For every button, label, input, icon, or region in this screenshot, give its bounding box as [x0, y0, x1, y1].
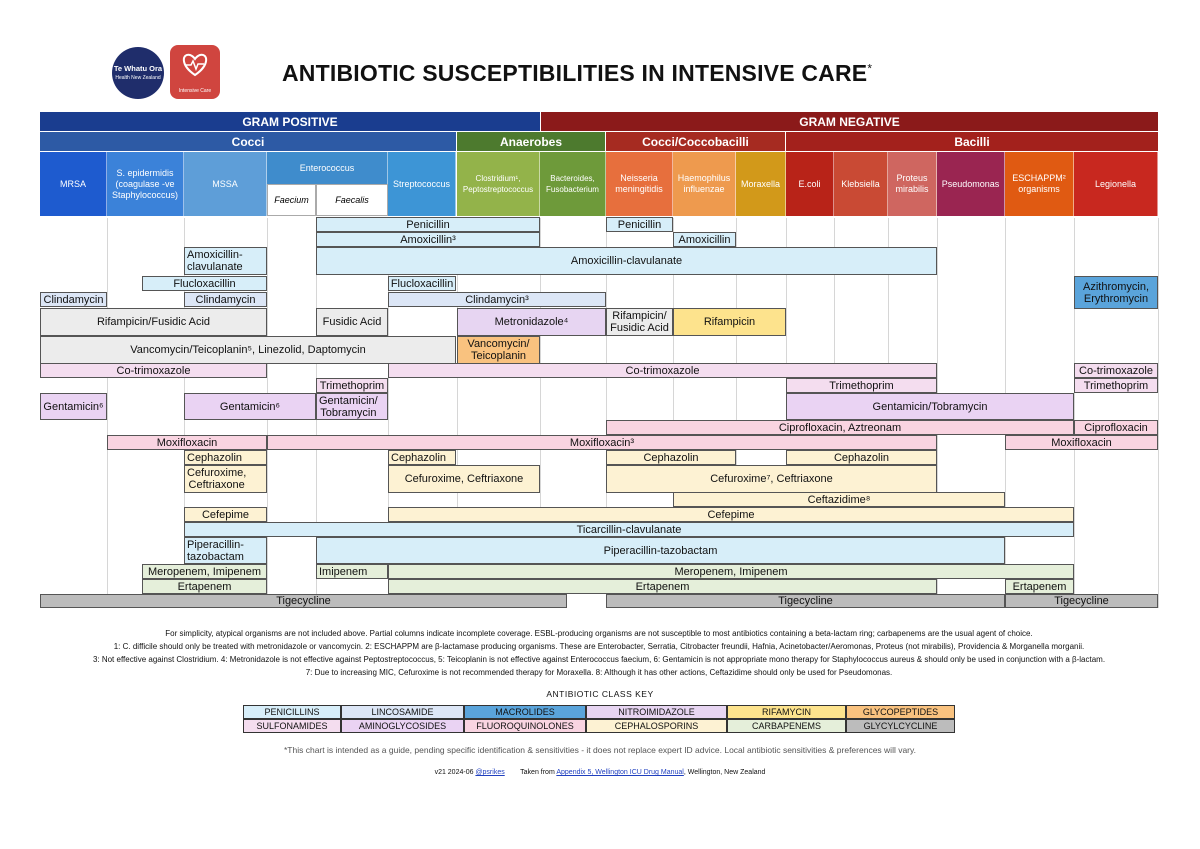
cell-cefepime: Cefepime — [388, 507, 1074, 522]
cocci-header: Cocci — [40, 132, 456, 151]
cell-rifampicin-fusidic: Rifampicin/ Fusidic Acid — [606, 308, 673, 336]
logo-text: Te Whatu Ora — [113, 64, 163, 73]
cell-piperacillin-tazobactam: Piperacillin-tazobactam — [316, 537, 1005, 564]
key-lincosamide: LINCOSAMIDE — [341, 705, 464, 719]
cell-amoxicillin: Amoxicillin³ — [316, 232, 540, 247]
disclaimer: *This chart is intended as a guide, pending specific identification & sensitivities - it does not replace expert ID advice. Local antibiotic sensitivities & preferences will vary. — [284, 745, 916, 755]
cell-cephazolin: Cephazolin — [184, 450, 267, 465]
cell-ciprofloxacin-aztreonam: Ciprofloxacin, Aztreonam — [606, 420, 1074, 435]
cell-flucloxacillin: Flucloxacillin — [388, 276, 456, 291]
cell-cephazolin: Cephazolin — [606, 450, 736, 465]
cell-azithromycin: Azithromycin, Erythromycin — [1074, 276, 1158, 309]
heart-hands-icon — [170, 45, 220, 85]
key-nitroimidazole: NITROIMIDAZOLE — [586, 705, 727, 719]
cell-trimethoprim: Trimethoprim — [1074, 378, 1158, 393]
organism-clostridium: Clostridium¹, Peptostreptococcus — [457, 152, 540, 216]
organism-moraxella: Moraxella — [736, 152, 786, 216]
key-sulfonamides: SULFONAMIDES — [243, 719, 341, 733]
cell-moxifloxacin: Moxifloxacin — [1005, 435, 1158, 450]
organism-pseudomonas: Pseudomonas — [937, 152, 1005, 216]
organism-streptococcus: Streptococcus — [388, 152, 456, 216]
cell-vancomycin: Vancomycin/ Teicoplanin — [457, 336, 540, 364]
intensive-care-logo — [170, 45, 220, 99]
cell-ertapenem: Ertapenem — [388, 579, 937, 594]
cell-fusidic-acid: Fusidic Acid — [316, 308, 388, 336]
organism-s-epidermidis: S. epidermidis (coagulase -ve Staphylococcus) — [107, 152, 184, 216]
cell-clindamycin: Clindamycin³ — [388, 292, 606, 307]
organism-proteus: Proteus mirabilis — [888, 152, 937, 216]
cell-amoxicillin: Amoxicillin — [673, 232, 736, 247]
key-cephalosporins: CEPHALOSPORINS — [586, 719, 727, 733]
gram-positive-header: GRAM POSITIVE — [40, 112, 540, 131]
class-key-title: ANTIBIOTIC CLASS KEY — [546, 689, 654, 699]
cell-cephazolin: Cephazolin — [786, 450, 937, 465]
organism-ecoli: E.coli — [786, 152, 834, 216]
cell-meropenem-imipenem: Meropenem, Imipenem — [142, 564, 267, 579]
cell-moxifloxacin: Moxifloxacin — [107, 435, 267, 450]
cell-penicillin: Penicillin — [606, 217, 673, 232]
key-glycopeptides: GLYCOPEPTIDES — [846, 705, 955, 719]
cell-cefuroxime-ceftriaxone: Cefuroxime, Ceftriaxone — [184, 465, 267, 493]
cocci-coccobacilli-header: Cocci/Coccobacilli — [606, 132, 785, 151]
organism-mrsa: MRSA — [40, 152, 107, 216]
cell-metronidazole: Metronidazole⁴ — [457, 308, 606, 336]
te-whatu-ora-logo — [112, 47, 164, 99]
cell-amoxicillin-clavulanate: Amoxicillin- clavulanate — [184, 247, 267, 275]
cell-cefepime: Cefepime — [184, 507, 267, 522]
note-1-2: 1: C. difficile should only be treated with metronidazole or vancomycin. 2: ESCHAPPM are β-lactamase producing organisms. These are Enterobacter, Serratia, Citrobacter freundii, Hafnia, Acinetobacter/Aeromonas, Proteus (not mirabilis), Providencia & Morganella morganii. — [113, 642, 1085, 651]
organism-legionella: Legionella — [1074, 152, 1158, 216]
note-3-6: 3: Not effective against Clostridium. 4: Metronidazole is not effective against Peptostreptococcus, 5: Teicoplanin is not effective against Enterococcus faecium, 6: Gentamicin is not appropriate mono therapy for Staphylococcus aureus & should only be used in conjunction with a β-lactam. — [92, 655, 1106, 664]
cell-flucloxacillin: Flucloxacillin — [142, 276, 267, 291]
cell-tigecycline: Tigecycline — [606, 594, 1005, 608]
organism-faecium: Faecium — [267, 184, 316, 216]
note-intro: For simplicity, atypical organisms are not included above. Partial columns indicate incomplete coverage. ESBL-producing organisms are not susceptible to most antibiotics containing a beta-lactam ring; carbapenems are the usual agent of choice. — [165, 629, 1033, 638]
cell-clindamycin: Clindamycin — [184, 292, 267, 307]
cell-gentamicin: Gentamicin⁶ — [40, 393, 107, 420]
cell-rifampicin-fusidic: Rifampicin/Fusidic Acid — [40, 308, 267, 336]
cell-ceftazidime: Ceftazidime⁸ — [673, 492, 1005, 507]
cell-gentamicin: Gentamicin⁶ — [184, 393, 316, 420]
cell-cefuroxime-ceftriaxone: Cefuroxime⁷, Ceftriaxone — [606, 465, 937, 493]
cell-co-trimoxazole: Co-trimoxazole — [40, 363, 267, 378]
key-penicillins: PENICILLINS — [243, 705, 341, 719]
logo-subtext-2: Intensive Care — [178, 88, 212, 94]
organism-faecalis: Faecalis — [316, 184, 388, 216]
cell-clindamycin: Clindamycin — [40, 292, 107, 307]
author-link[interactable]: @psrikes — [475, 769, 505, 776]
cell-amoxicillin-clavulanate: Amoxicillin-clavulanate — [316, 247, 937, 275]
cell-ciprofloxacin: Ciprofloxacin — [1074, 420, 1158, 435]
cell-meropenem-imipenem: Meropenem, Imipenem — [388, 564, 1074, 579]
organism-eschappm: ESCHAPPM² organisms — [1005, 152, 1074, 216]
organism-neisseria: Neisseria meningitidis — [606, 152, 673, 216]
gram-negative-header: GRAM NEGATIVE — [541, 112, 1158, 131]
cell-moxifloxacin: Moxifloxacin³ — [267, 435, 937, 450]
organism-klebsiella: Klebsiella — [834, 152, 888, 216]
key-rifamycin: RIFAMYCIN — [727, 705, 846, 719]
key-glycylcycline: GLYCYLCYCLINE — [846, 719, 955, 733]
organism-bacteroides: Bacteroides, Fusobacterium — [540, 152, 606, 216]
cell-ertapenem: Ertapenem — [142, 579, 267, 594]
anaerobes-header: Anaerobes — [457, 132, 605, 151]
cell-imipenem: Imipenem — [316, 564, 388, 579]
cell-gentamicin-tobramycin: Gentamicin/ Tobramycin — [316, 393, 388, 420]
cell-trimethoprim: Trimethoprim — [316, 378, 388, 393]
key-aminoglycosides: AMINOGLYCOSIDES — [341, 719, 464, 733]
cell-penicillin: Penicillin — [316, 217, 540, 232]
footer-version: v21 2024-06 @psrikes Taken from Appendix 5, Wellington ICU Drug Manual, Wellington, New Zealand — [434, 769, 766, 776]
key-macrolides: MACROLIDES — [464, 705, 586, 719]
cell-cefuroxime-ceftriaxone: Cefuroxime, Ceftriaxone — [388, 465, 540, 493]
page-title: ANTIBIOTIC SUSCEPTIBILITIES IN INTENSIVE CARE* — [282, 60, 873, 86]
source-link[interactable]: Appendix 5, Wellington ICU Drug Manual — [556, 769, 684, 776]
cell-piperacillin-tazobactam: Piperacillin- tazobactam — [184, 537, 267, 564]
note-7-8: 7: Due to increasing MIC, Cefuroxime is not recommended therapy for Moraxella. 8: Although it has other actions, Ceftazidime should only be used for Pseudomonas. — [305, 668, 893, 677]
organism-haemophilus: Haemophilus influenzae — [673, 152, 736, 216]
cell-rifampicin: Rifampicin — [673, 308, 786, 336]
key-fluoroquinolones: FLUOROQUINOLONES — [464, 719, 586, 733]
cell-gentamicin-tobramycin: Gentamicin/Tobramycin — [786, 393, 1074, 420]
cell-co-trimoxazole: Co-trimoxazole — [388, 363, 937, 378]
cell-cephazolin: Cephazolin — [388, 450, 456, 465]
cell-vancomycin-linezolid: Vancomycin/Teicoplanin⁵, Linezolid, Daptomycin — [40, 336, 456, 364]
organism-mssa: MSSA — [184, 152, 267, 216]
cell-tigecycline: Tigecycline — [1005, 594, 1158, 608]
cell-tigecycline: Tigecycline — [40, 594, 567, 608]
cell-ertapenem: Ertapenem — [1005, 579, 1074, 594]
cell-trimethoprim: Trimethoprim — [786, 378, 937, 393]
logo-subtext: Health New Zealand — [115, 75, 161, 81]
cell-ticarcillin-clavulanate: Ticarcillin-clavulanate — [184, 522, 1074, 537]
cell-co-trimoxazole: Co-trimoxazole — [1074, 363, 1158, 378]
key-carbapenems: CARBAPENEMS — [727, 719, 846, 733]
bacilli-header: Bacilli — [786, 132, 1158, 151]
organism-enterococcus: Enterococcus — [267, 152, 388, 184]
